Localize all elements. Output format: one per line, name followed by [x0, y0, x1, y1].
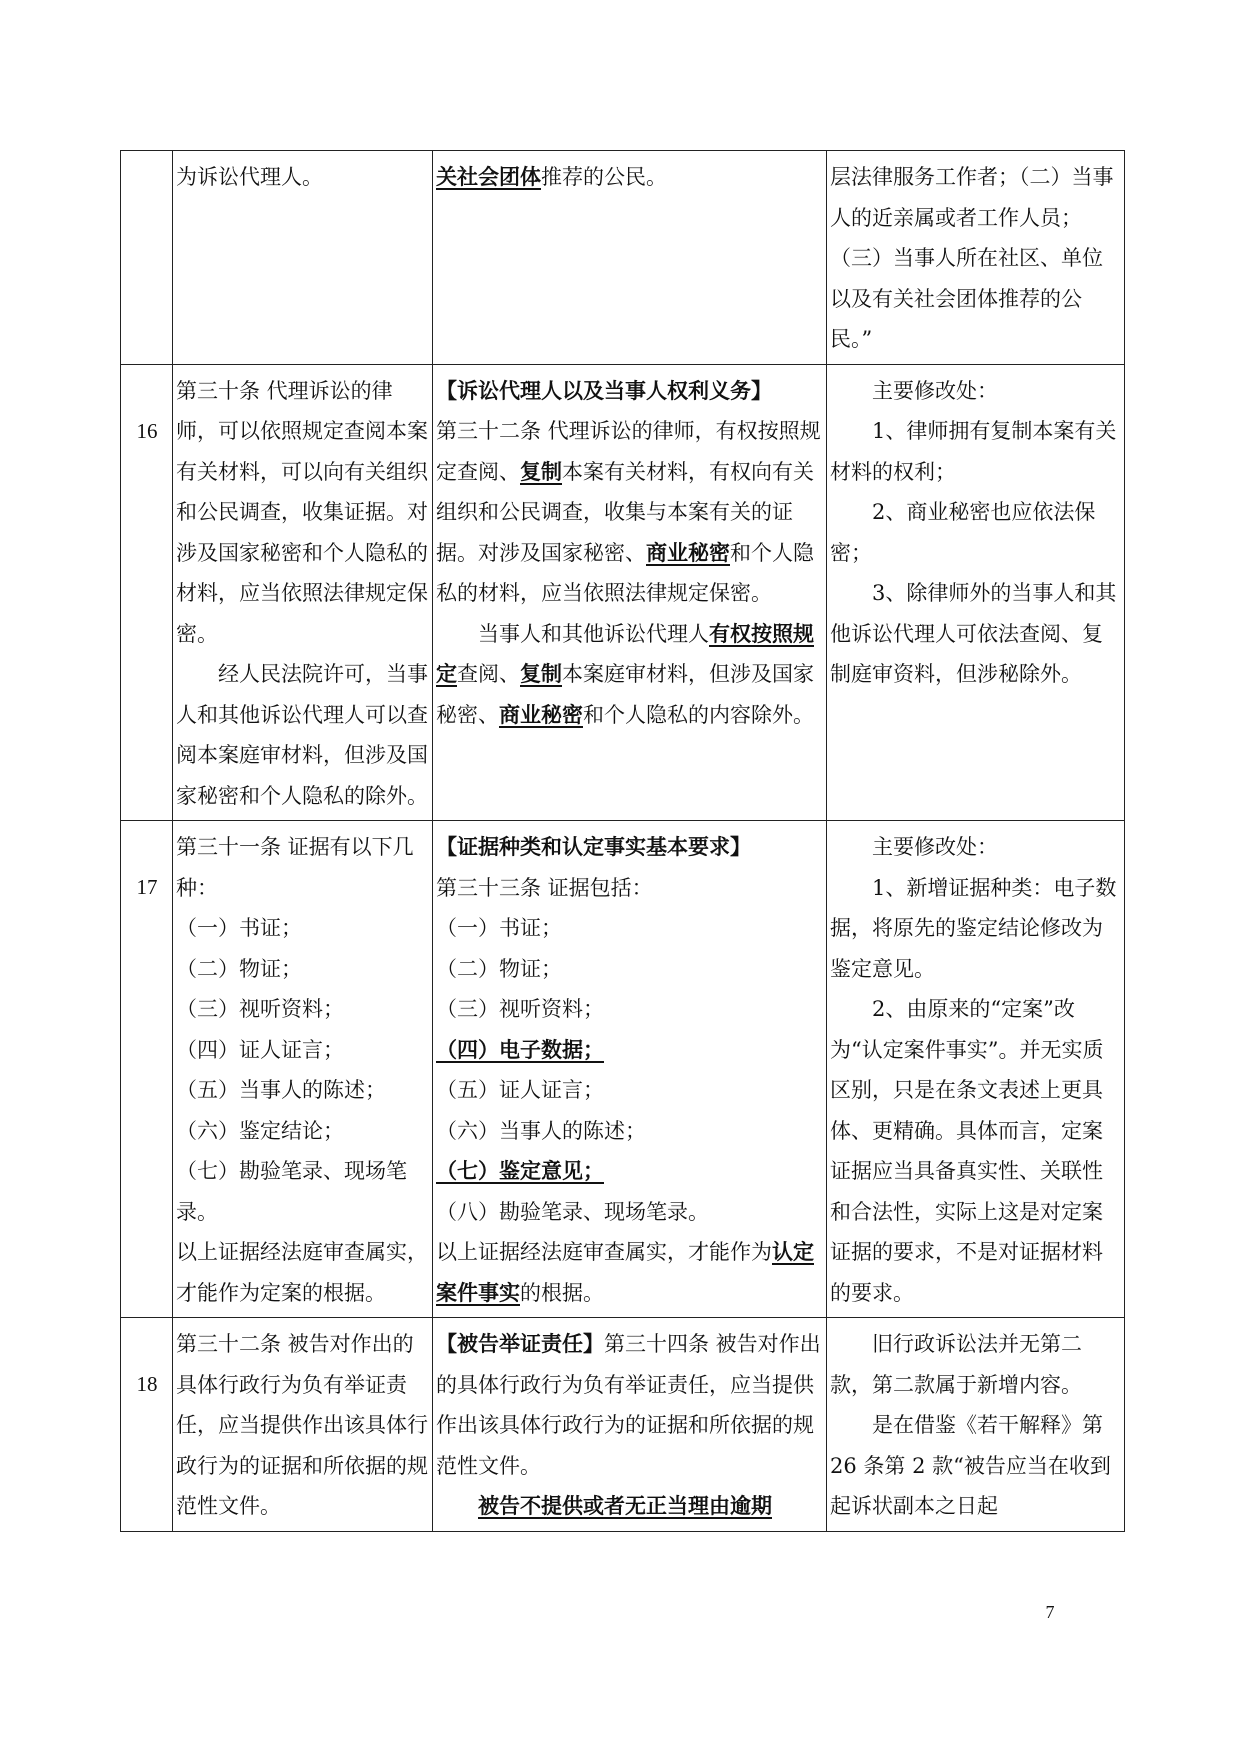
note-item: 是在借鉴《若干解释》第 26 条第 2 款“被告应当在收到起诉状副本之日起 — [830, 1413, 1111, 1518]
note-item: 旧行政诉讼法并无第二款，第二款属于新增内容。 — [830, 1332, 1082, 1397]
old-article-para: 第三十条 代理诉讼的律师，可以依照规定查阅本案有关材料，可以向有关组织和公民调查，收集证据。对涉及国家秘密和个人隐私的材料，应当依照法律规定保密。 — [176, 378, 428, 646]
note-cell — [827, 364, 1125, 821]
new-article-cell — [433, 1318, 827, 1532]
old-article-item: （二）物证； — [176, 956, 302, 981]
table-row — [121, 1318, 1125, 1532]
old-article-para: 以上证据经法庭审查属实，才能作为定案的根据。 — [176, 1240, 428, 1305]
old-article-item: （五）当事人的陈述； — [176, 1078, 386, 1102]
amended-text: 复制 — [520, 661, 562, 686]
note-cell — [827, 821, 1125, 1318]
amended-text: 被告不提供或者无正当理由逾期 — [478, 1493, 772, 1518]
new-article-item: （三）视听资料； — [436, 997, 604, 1021]
new-article-text: 关社会团体推荐的公民。 — [436, 164, 667, 189]
new-article-item: （八）勘验笔录、现场笔录。 — [436, 1199, 709, 1224]
row-number-cell: 16 — [121, 364, 173, 821]
note-item: 1、新增证据种类：电子数据，将原先的鉴定结论修改为鉴定意见。 — [830, 875, 1117, 981]
old-article-text: 为诉讼代理人。 — [176, 165, 323, 189]
new-article-item: 第三十三条 证据包括： — [436, 875, 653, 900]
article-heading: 【被告举证责任】 — [436, 1331, 604, 1356]
amended-text: 关社会团体 — [436, 164, 541, 189]
page-number: 7 — [1045, 1602, 1055, 1622]
new-article-item: （六）当事人的陈述； — [436, 1118, 646, 1143]
row-number-cell — [121, 151, 173, 365]
note-item: 1、律师拥有复制本案有关材料的权利； — [830, 419, 1117, 484]
new-article-cell — [433, 151, 827, 365]
note-item: 2、商业秘密也应依法保密； — [830, 500, 1096, 565]
row-number-cell: 18 — [121, 1318, 173, 1532]
old-article-para: 经人民法院许可，当事人和其他诉讼代理人可以查阅本案庭审材料，但涉及国家秘密和个人隐私的除外。 — [176, 662, 428, 808]
article-heading: 【诉讼代理人以及当事人权利义务】 — [436, 377, 772, 403]
table-row — [121, 364, 1125, 821]
new-article-para: 当事人和其他诉讼代理人有权按照规定查阅、复制本案庭审材料，但涉及国家秘密、商业秘密和个人隐私的内容除外。 — [436, 620, 814, 727]
amended-text: 有权按照规定 — [436, 620, 814, 686]
new-article-item — [436, 1151, 824, 1192]
new-article-item: （二）物证； — [436, 956, 562, 981]
new-article-para: 以上证据经法庭审查属实，才能作为认定案件事实的根据。 — [436, 1239, 814, 1305]
old-article-cell — [173, 1318, 433, 1532]
note-cell — [827, 151, 1125, 365]
old-article-cell — [173, 821, 433, 1318]
amended-text: 商业秘密 — [499, 701, 583, 727]
new-article-para: 第三十二条 代理诉讼的律师，有权按照规定查阅、复制本案有关材料，有权向有关组织和公民调查，收集与本案有关的证据。对涉及国家秘密、商业秘密和个人隐私的材料，应当依照法律规定保密。 — [436, 419, 821, 605]
new-article-item: （一）书证； — [436, 916, 562, 940]
note-heading: 主要修改处： — [872, 378, 998, 403]
new-article-cell — [433, 364, 827, 821]
article-heading: 【证据种类和认定事实基本要求】 — [436, 834, 751, 859]
new-article-cell — [433, 821, 827, 1318]
table-row — [121, 151, 1125, 365]
note-text: 层法律服务工作者；（二）当事人的近亲属或者工作人员；（三）当事人所在社区、单位以及有关社会团体推荐的公民。” — [830, 165, 1114, 351]
note-heading: 主要修改处： — [872, 835, 998, 859]
amended-text: 复制 — [520, 458, 562, 484]
row-number-cell: 17 — [121, 821, 173, 1318]
amended-text: 认定案件事实 — [436, 1239, 814, 1305]
new-article-para — [436, 1486, 824, 1527]
new-article-para: 【被告举证责任】第三十四条 被告对作出的具体行政行为负有举证责任，应当提供作出该具体行政行为的证据和所依据的规范性文件。 — [436, 1331, 821, 1478]
old-article-item: （三）视听资料； — [176, 997, 344, 1021]
amended-text: （四）电子数据； — [436, 1036, 604, 1062]
old-article-para: 第三十二条 被告对作出的具体行政行为负有举证责任，应当提供作出该具体行政行为的证据和所依据的规范性文件。 — [176, 1332, 428, 1518]
amended-text: 商业秘密 — [646, 539, 730, 565]
note-cell — [827, 1318, 1125, 1532]
old-article-item: （一）书证； — [176, 916, 302, 940]
old-article-cell — [173, 364, 433, 821]
old-article-para: 第三十一条 证据有以下几种： — [176, 835, 414, 900]
note-item: 3、除律师外的当事人和其他诉讼代理人可依法查阅、复制庭审资料，但涉秘除外。 — [830, 581, 1117, 686]
old-article-item: （七）勘验笔录、现场笔录。 — [176, 1159, 407, 1224]
new-article-item: （五）证人证言； — [436, 1078, 604, 1102]
table-row — [121, 821, 1125, 1318]
amended-text: （七）鉴定意见； — [436, 1158, 604, 1183]
old-article-cell — [173, 151, 433, 365]
new-article-item — [436, 1030, 824, 1071]
old-article-item: （四）证人证言； — [176, 1037, 344, 1062]
note-item: 2、由原来的“定案”改为“认定案件事实”。并无实质区别，只是在条文表述上更具体、更精确。具体而言，定案证据应当具备真实性、关联性和合法性，实际上这是对定案证据的要求，不是对证据材料的要求。 — [830, 997, 1104, 1305]
old-article-item: （六）鉴定结论； — [176, 1118, 344, 1143]
comparison-table — [120, 150, 1125, 1532]
